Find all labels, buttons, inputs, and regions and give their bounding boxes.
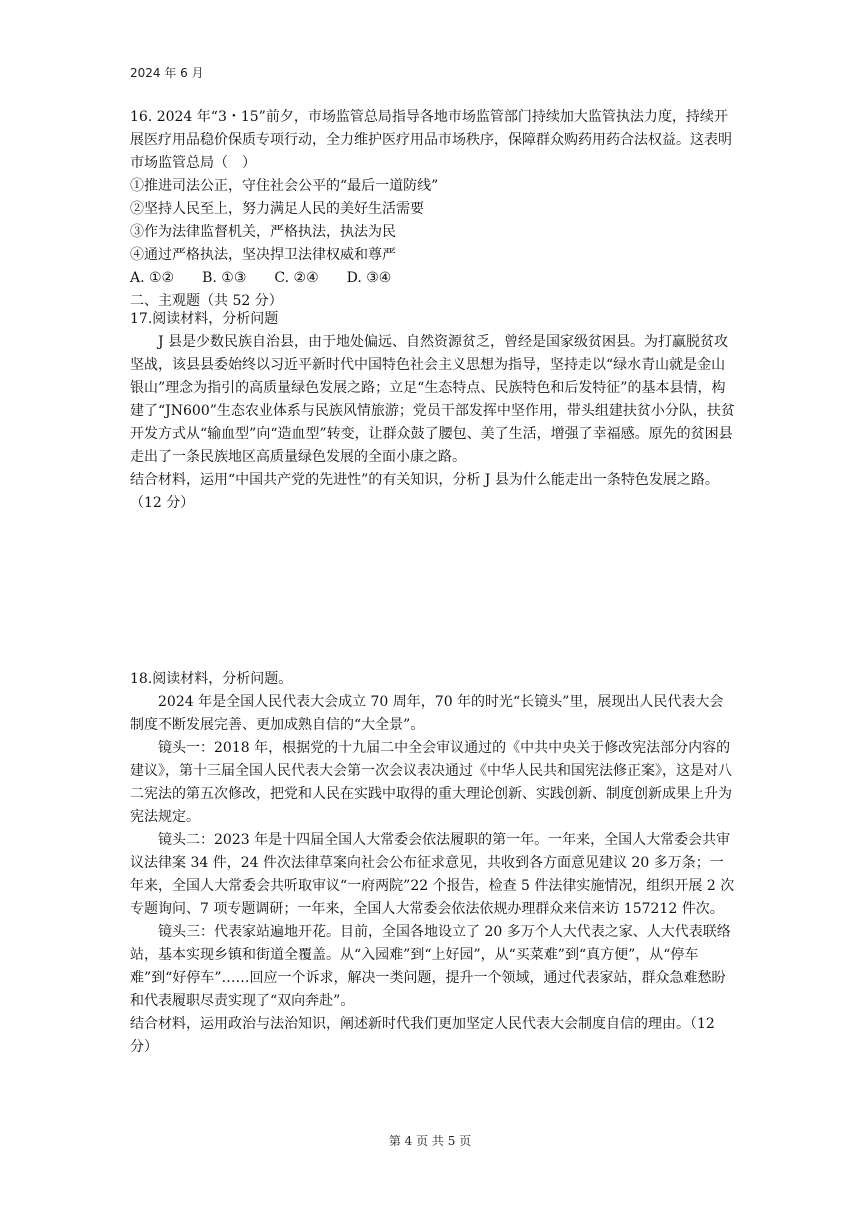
section-title: 二、主观题（共 52 分）	[130, 293, 283, 309]
q18-shot-3: 镜头三：代表家站遍地开花。目前，全国各地设立了 20 多万个人大代表之家、人大代表联络站，基本实现乡镇和街道全覆盖。从“入园难”到“上好园”，从“买菜难”到“真方便”，从“停车难”到“好停车”……回应一个诉求，解决一类问题，提升一个领域，通过代表家站，群众急难愁盼和代表履职尽责实现了“双向奔赴”。	[130, 924, 731, 1009]
q16-choices: A. ①② B. ①③ C. ②④ D. ③④	[130, 270, 392, 286]
q17-title: 17.阅读材料，分析问题	[130, 311, 279, 327]
question-18	[130, 668, 736, 1059]
q18-question: 结合材料，运用政治与法治知识，阐述新时代我们更加坚定人民代表大会制度自信的理由。（12 分）	[130, 1016, 715, 1055]
q16-option-4: ④通过严格执法，坚决捍卫法律权威和尊严	[130, 247, 396, 263]
q18-title: 18.阅读材料，分析问题。	[130, 671, 293, 687]
q16-option-2: ②坚持人民至上，努力满足人民的美好生活需要	[130, 201, 424, 217]
page-header-date: 2024 年 6 月	[130, 66, 204, 80]
question-16	[130, 106, 736, 313]
q16-option-1: ①推进司法公正，守住社会公平的“最后一道防线”	[130, 178, 439, 194]
q18-intro: 2024 年是全国人民代表大会成立 70 周年，70 年的时光“长镜头”里，展现出人民代表大会制度不断发展完善、更加成熟自信的“大全景”。	[130, 694, 724, 733]
question-17	[130, 308, 736, 515]
q18-shot-1: 镜头一：2018 年，根据党的十九届二中全会审议通过的《中共中央关于修改宪法部分内容的建议》，第十三届全国人民代表大会第一次会议表决通过《中华人民共和国宪法修正案》，这是对八二宪法的第五次修改，把党和人民在实践中取得的重大理论创新、实践创新、制度创新成果上升为宪法规定。	[130, 740, 732, 825]
page-footer-number: 第 4 页 共 5 页	[388, 1134, 472, 1148]
q16-stem: 16. 2024 年“3・15”前夕，市场监管总局指导各地市场监管部门持续加大监管执法力度，持续开展医疗用品稳价保质专项行动，全力维护医疗用品市场秩序，保障群众购药用药合法权益。这表明市场监管总局（ ）	[130, 109, 732, 171]
q17-material: J 县是少数民族自治县，由于地处偏远、自然资源贫乏，曾经是国家级贫困县。为打赢脱贫攻坚战，该县县委始终以习近平新时代中国特色社会主义思想为指导，坚持走以“绿水青山就是金山银山”理念为指引的高质量绿色发展之路；立足“生态特点、民族特色和后发特征”的基本县情，构建了“JN600”生态农业体系与民族风情旅游；党员干部发挥中坚作用，带头组建扶贫小分队，扶贫开发方式从“输血型”向“造血型”转变，让群众鼓了腰包、美了生活，增强了幸福感。原先的贫困县走出了一条民族地区高质量绿色发展的全面小康之路。	[130, 334, 735, 465]
q16-option-3: ③作为法律监督机关，严格执法，执法为民	[130, 224, 396, 240]
q18-shot-2: 镜头二：2023 年是十四届全国人大常委会依法履职的第一年。一年来，全国人大常委会共审议法律案 34 件，24 件次法律草案向社会公布征求意见，共收到各方面意见建议 20 多万条；一年来，全国人大常委会共听取审议“一府两院”22 个报告，检查 5 件法律实施情况，组织开展 2 次专题询问、7 项专题调研；一年来，全国人大常委会依法依规办理群众来信来访 157212 件次。	[130, 832, 735, 917]
q17-question: 结合材料，运用“中国共产党的先进性”的有关知识，分析 J 县为什么能走出一条特色发展之路。（12 分）	[130, 472, 719, 511]
